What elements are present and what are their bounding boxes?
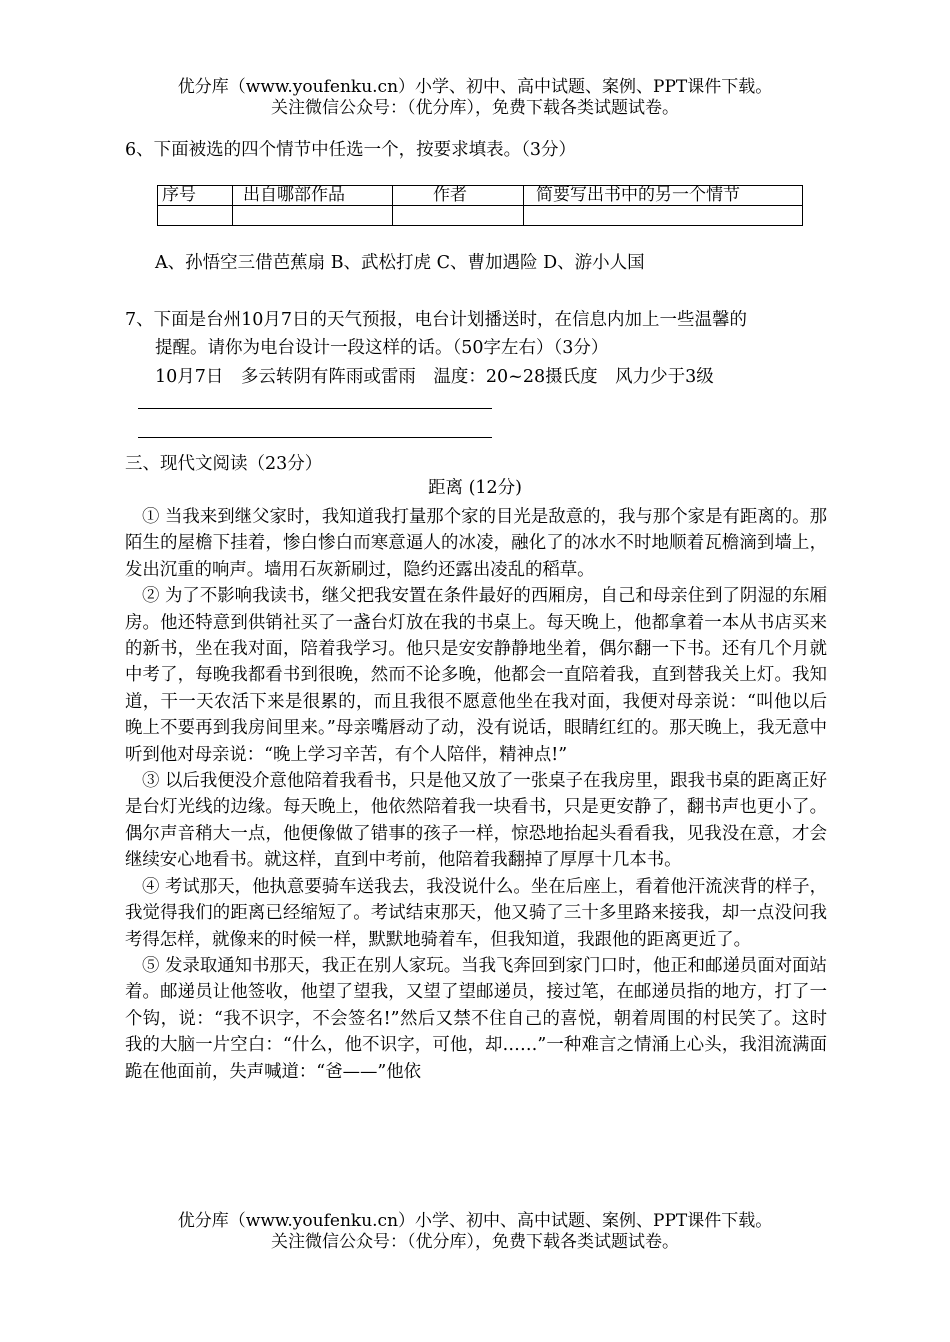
table-header-cell: 序号 xyxy=(158,186,233,206)
question-6: 6、下面被选的四个情节中任选一个，按要求填表。（3分） xyxy=(125,140,577,160)
table-blank-cell[interactable] xyxy=(524,206,803,226)
answer-table xyxy=(157,185,803,226)
table-header-cell: 作者 xyxy=(393,186,524,206)
passage-paragraph-1: ① 当我来到继父家时，我知道我打量那个家的目光是敌意的，我与那个家是有距离的。那陌生的屋檐下挂着，惨白惨白而寒意逼人的冰凌，融化了的冰水不时地顺着瓦檐滴到墙上，发出沉重的响声。墙用石灰新刷过，隐约还露出凌乱的稻草。 xyxy=(125,507,827,580)
header-line-2: 关注微信公众号：（优分库），免费下载各类试题试卷。 xyxy=(271,98,679,118)
question-6-options: A、孙悟空三借芭蕉扇 B、武松打虎 C、曹加遇险 D、游小人国 xyxy=(155,253,645,273)
table-header-row xyxy=(158,186,803,206)
passage-paragraph-3: ③ 以后我便没介意他陪着我看书，只是他又放了一张桌子在我房里，跟我书桌的距离正好是台灯光线的边缘。每天晚上，他依然陪着我一块看书，只是更安静了，翻书声也更小了。偶尔声音稍大一点，他便像做了错事的孩子一样，惊恐地抬起头看看我，见我没在意，才会继续安心地看书。就这样，直到中考前，他陪着我翻掉了厚厚十几本书。 xyxy=(125,771,827,871)
table-blank-cell[interactable] xyxy=(158,206,233,226)
passage-paragraph-2: ② 为了不影响我读书，继父把我安置在条件最好的西厢房，自己和母亲住到了阴湿的东厢房。他还特意到供销社买了一盏台灯放在我的书桌上。每天晚上，他都拿着一本从书店买来的新书，坐在我对面，陪着我学习。他只是安安静静地坐着，偶尔翻一下书。还有几个月就中考了，每晚我都看书到很晚，然而不论多晚，他都会一直陪着我，直到替我关上灯。我知道，干一天农活下来是很累的，而且我很不愿意他坐在我对面，我便对母亲说：“叫他以后晚上不要再到我房间里来。”母亲嘴唇动了动，没有说话，眼睛红红的。那天晚上，我无意中听到他对母亲说：“晚上学习辛苦，有个人陪伴，精神点!” xyxy=(125,586,827,765)
table-blank-cell[interactable] xyxy=(393,206,524,226)
answer-blank-line-1[interactable] xyxy=(138,408,492,409)
footer-line-1: 优分库（www.youfenku.cn）小学、初中、高中试题、案例、PPT课件下载。 xyxy=(177,1211,773,1231)
passage-body xyxy=(125,504,827,1085)
passage-paragraph-4: ④ 考试那天，他执意要骑车送我去，我没说什么。坐在后座上，看着他汗流浃背的样子，我觉得我们的距离已经缩短了。考试结束那天，他又骑了三十多里路来接我，却一点没问我考得怎样，就像来的时候一样，默默地骑着车，但我知道，我跟他的距离更近了。 xyxy=(125,876,827,950)
table-header-cell: 简要写出书中的另一个情节 xyxy=(524,186,803,206)
footer-line-2: 关注微信公众号：（优分库），免费下载各类试题试卷。 xyxy=(271,1232,679,1252)
weather-forecast: 10月7日 多云转阴有阵雨或雷雨 温度：20~28摄氏度 风力少于3级 xyxy=(155,367,714,387)
question-7-line-1: 7、下面是台州10月7日的天气预报，电台计划播送时，在信息内加上一些温馨的 xyxy=(125,310,748,330)
passage-paragraph-5: ⑤ 发录取通知书那天，我正在别人家玩。当我飞奔回到家门口时，他正和邮递员面对面站着。邮递员让他签收，他望了望我，又望了望邮递员，接过笔，在邮递员指的地方，打了一个钩，说：“我不识字，不会签名!”然后又禁不住自己的喜悦，朝着周围的村民笑了。这时我的大脑一片空白：“什么，他不识字，可他，却……”一种难言之情涌上心头，我泪流满面跪在他面前，失声喊道：“爸——”他依 xyxy=(125,955,827,1082)
section-3-heading: 三、现代文阅读（23分） xyxy=(125,454,323,474)
table-header-cell: 出自哪部作品 xyxy=(233,186,393,206)
header-line-1: 优分库（www.youfenku.cn）小学、初中、高中试题、案例、PPT课件下载。 xyxy=(177,77,773,97)
table-blank-row xyxy=(158,206,803,226)
question-7-line-2: 提醒。请你为电台设计一段这样的话。（50字左右）（3分） xyxy=(155,338,609,358)
passage-title: 距离 (12分) xyxy=(428,478,522,498)
answer-blank-line-2[interactable] xyxy=(138,437,492,438)
table-blank-cell[interactable] xyxy=(233,206,393,226)
